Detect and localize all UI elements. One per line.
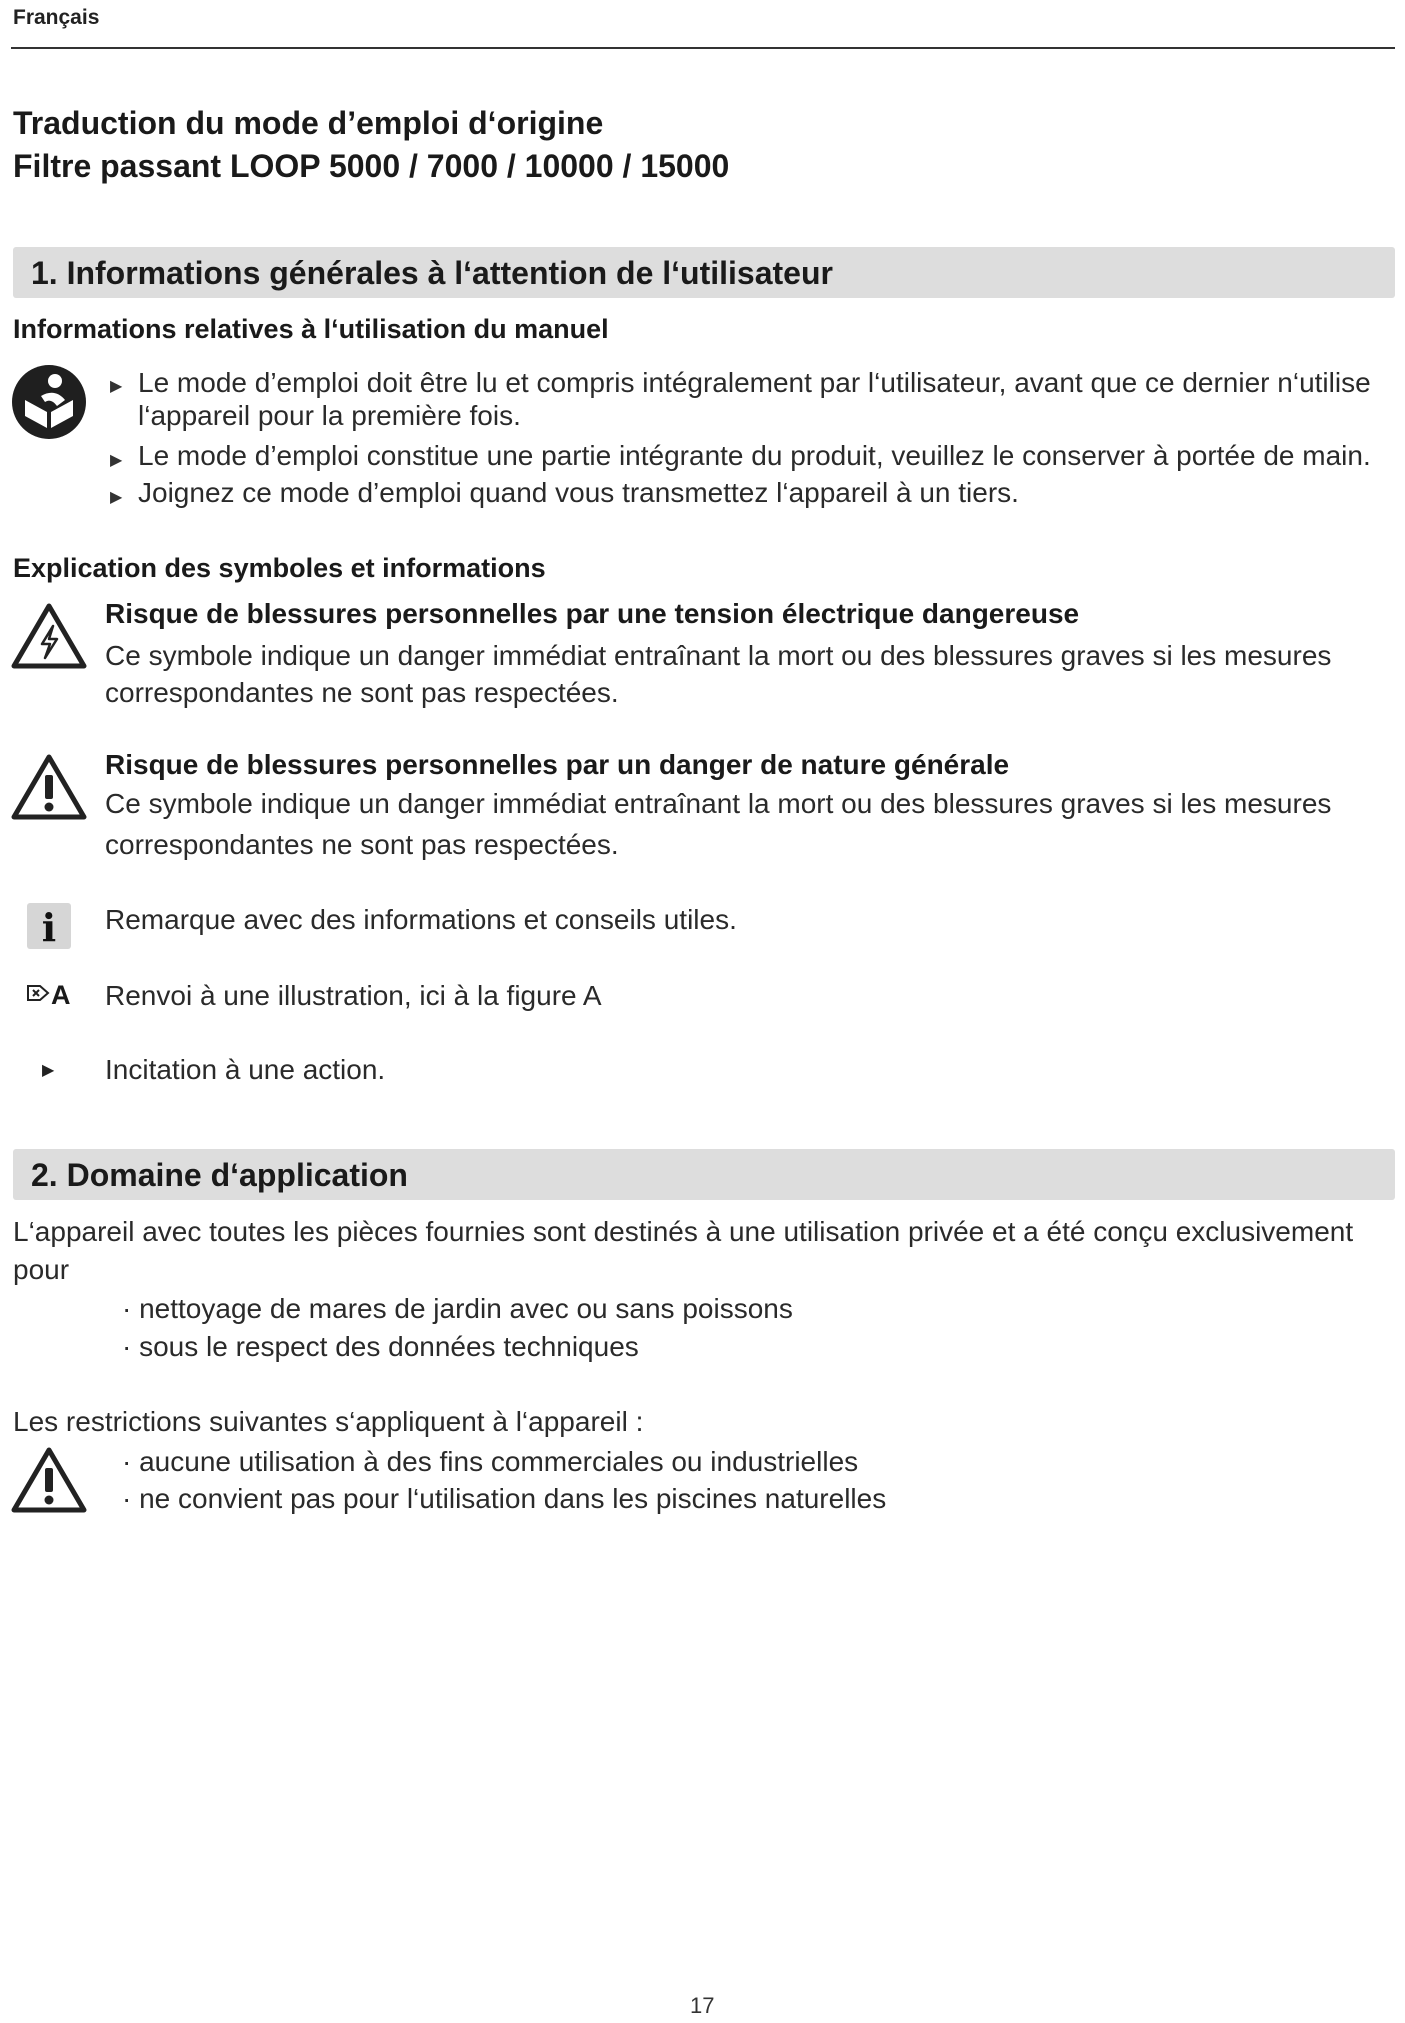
read-manual-icon	[11, 364, 87, 440]
general-warning-icon	[11, 753, 87, 821]
figure-reference-letter: A	[51, 980, 71, 1010]
electrical-warning-text-1: Ce symbole indique un danger immédiat entraînant la mort ou des blessures graves si les mesures	[105, 640, 1332, 671]
language-label: Français	[13, 6, 100, 29]
electrical-warning-title: Risque de blessures personnelles par une tension électrique dangereuse	[105, 598, 1080, 629]
general-warning-title: Risque de blessures personnelles par un danger de nature générale	[105, 749, 1010, 780]
symbols-subheading: Explication des symboles et informations	[13, 553, 546, 583]
manual-bullet-1: Le mode d’emploi doit être lu et compris intégralement par l‘utilisateur, avant que ce dernier n‘utilise	[138, 367, 1371, 398]
document-subtitle: Filtre passant LOOP 5000 / 7000 / 10000 / 15000	[13, 148, 730, 184]
info-text: Remarque avec des informations et conseils utiles.	[105, 904, 737, 935]
section-1-header	[13, 247, 1395, 298]
header-divider	[11, 47, 1395, 49]
restriction-2: · ne convient pas pour l‘utilisation dans les piscines naturelles	[122, 1483, 887, 1514]
bullet-icon: ▶	[110, 489, 123, 506]
figure-reference-text: Renvoi à une illustration, ici à la figure A	[105, 980, 602, 1011]
application-use-1: · nettoyage de mares de jardin avec ou sans poissons	[122, 1293, 793, 1324]
section-1-title: 1. Informations générales à l‘attention de l‘utilisateur	[31, 255, 833, 291]
electrical-warning-text-2: correspondantes ne sont pas respectées.	[105, 677, 619, 708]
manual-subheading: Informations relatives à l‘utilisation du manuel	[13, 314, 609, 344]
page-number: 17	[690, 1993, 715, 2018]
application-use-2: · sous le respect des données techniques	[122, 1331, 639, 1362]
general-warning-text-1: Ce symbole indique un danger immédiat entraînant la mort ou des blessures graves si les mesures	[105, 788, 1332, 819]
manual-bullet-3: Joignez ce mode d’emploi quand vous transmettez l‘appareil à un tiers.	[138, 477, 1019, 508]
manual-bullet-1-cont: l‘appareil pour la première fois.	[138, 400, 521, 431]
restrictions-warning-icon	[11, 1446, 87, 1514]
application-intro-line-1: L‘appareil avec toutes les pièces fournies sont destinés à une utilisation privée et a été conçu exclusivement	[13, 1216, 1354, 1247]
section-2-header	[13, 1149, 1395, 1200]
general-warning-text-2: correspondantes ne sont pas respectées.	[105, 829, 619, 860]
electrical-warning-icon	[11, 602, 87, 670]
restrictions-intro: Les restrictions suivantes s‘appliquent à l‘appareil :	[13, 1406, 644, 1437]
info-icon: i	[27, 903, 71, 949]
figure-reference-icon	[26, 982, 50, 1004]
application-intro-line-2: pour	[13, 1254, 70, 1285]
restriction-1: · aucune utilisation à des fins commerciales ou industrielles	[122, 1446, 859, 1477]
bullet-icon: ▶	[110, 452, 123, 469]
action-text: Incitation à une action.	[105, 1054, 386, 1085]
action-icon: ▶	[42, 1062, 55, 1079]
manual-bullet-2: Le mode d’emploi constitue une partie intégrante du produit, veuillez le conserver à portée de main.	[138, 440, 1371, 471]
section-2-title: 2. Domaine d‘application	[31, 1157, 408, 1193]
document-title: Traduction du mode d’emploi d‘origine	[13, 105, 604, 141]
bullet-icon: ▶	[110, 378, 123, 395]
